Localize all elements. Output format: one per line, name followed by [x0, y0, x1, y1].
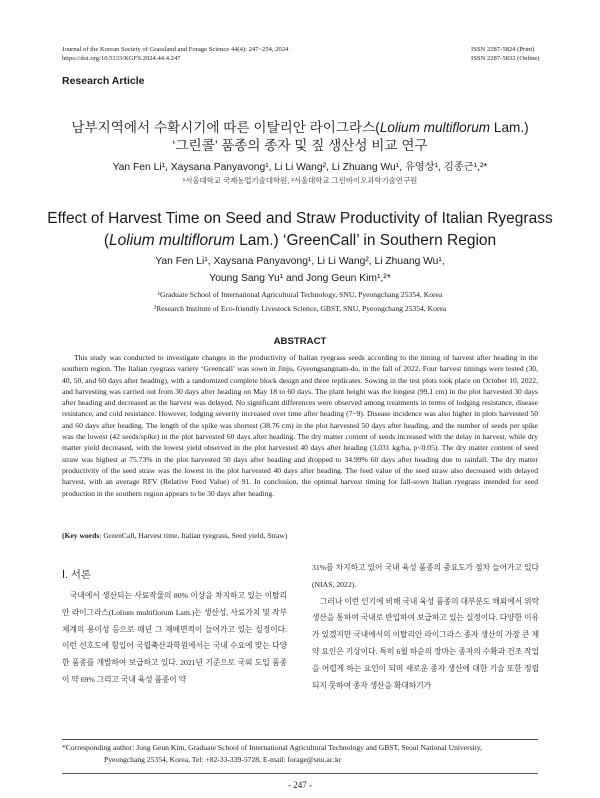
footnote-line1: *Corresponding author: Jong Geun Kim, Graduate School of International Agricultural Technology and GBST, Seoul National University,: [62, 743, 483, 752]
doi-link[interactable]: https://doi.org/10.5333/KGFS.2024.44.4.247: [62, 55, 181, 62]
english-title-paren: (: [103, 232, 110, 249]
english-authors-line2: Young Sang Yu¹ and Jong Geun Kim¹,²*: [209, 273, 391, 284]
korean-affiliations: ¹서울대학교 국제농업기술대학원, ²서울대학교 그린바이오과학기술연구원: [182, 176, 418, 185]
english-authors-line1: Yan Fen Li¹, Xaysana Panyavong¹, Li Li Wang², Li Zhuang Wu¹,: [155, 256, 445, 267]
korean-title-text: 남부지역에서 수확시기에 따른 이탈리안 라이그라스(: [71, 120, 380, 135]
section-heading-introduction: Ⅰ. 서론: [62, 570, 91, 581]
keywords: [62, 530, 538, 541]
footnote-line2: Pyeongchang 25354, Korea, Tel: +82-33-339-5728, E-mail: forage@snu.ac.kr: [104, 754, 342, 764]
article-type-label: Research Article: [62, 75, 145, 87]
abstract-heading: ABSTRACT: [273, 336, 327, 347]
journal-citation-line: Journal of the Korean Society of Grassland and Forage Science 44(4): 247~254, 2024: [62, 46, 289, 53]
korean-title-species: Lolium multiflorum: [379, 120, 491, 135]
english-affiliation-2: ²Research Institute of Eco-friendly Livestock Science, GBST, SNU, Pyeongchang 25354, Korea: [153, 304, 447, 313]
intro-left-column: 국내에서 생산되는 사료작물의 80% 이상을 차지하고 있는 이탈리안 라이그라스(Lolium multiflorum Lam.)는 생산성, 사료가치 및 작부체계의 용이성 등으로 매년 그 재배면적이 늘어가고 있는 실정이다. 이런 선호도에 힘입어 국립축산과학원에서는 국내 수요에 맞는 다양한 품종를 개발하여 보급하고 있다. 2021년 기준으로 국외 도입 품종이 약 69% 그리고 국내 육성 품종이 약: [62, 591, 287, 684]
page-number: - 247 -: [288, 780, 312, 790]
korean-title-line2: ‘그린콜’ 품종의 종자 및 짚 생산성 비교 연구: [172, 138, 428, 153]
english-affiliation-1: ¹Graduate School of International Agricultural Technology, SNU, Pyeongchang 25354, Korea: [157, 290, 443, 299]
english-title-species: Lolium multiflorum: [109, 232, 235, 249]
corresponding-author-note: [62, 742, 538, 765]
abstract-text: This study was conducted to investigate changes in the productivity of Italian ryegrass seeds according to the timing of harvest after heading in the southern region. The Italian ryegrass variety ‘Greencall’ was sown in Jinju, Gyeongsangnam-do, in the fall of 2022. Four harvest timings were tested (30, 40, 50, and 60 days after heading), with a randomized complete block design and three replicates. Sowing in the test plots took place on October 10, 2022, and harvesting was carried out from 30 days after heading on May 18 to 60 days. The plant height was the longest (99.1 cm) in the plot harvested 30 days after heading and decreased as the harvest was delayed. No significant differences were observed among treatments in terms of lodging resistance, disease resistance, and cold resistance. However, lodging severity increased over time after heading (7~9). Disease incidence was also higher in plots harvested 50 and 60 days after heading. The length of the spike was shortest (38.76 cm) in the plot harvested 50 days after heading, and the number of seeds per spike was the lowest (42 seeds/spike) in the plot harvested 60 days after heading. The dry matter content of seeds increased with the delay in harvest, while dry matter yield decreased, with the lowest yield observed in the plot harvested 40 days after heading (3,031 kg/ha, p<0.05). The dry matter content of seed straw was highest at 75.73% in the plot harvested 50 days after heading and dropped to 34.99% 60 days after heading due to rainfall. The dry matter productivity of the seed straw was the lowest in the plot harvested 40 days after heading. The feed value of the seed straw also decreased with delayed harvest, with an average RFV (Relative Feed Value) of 91. In conclusion, the optimal harvest timing for fall-sown Italian ryegrass intended for seed production in the southern region appears to be 30 days after heading.: [62, 353, 538, 498]
issn-print: ISSN 2287-5824 (Print): [471, 46, 535, 53]
keywords-label: (Key words: [62, 531, 100, 540]
footnote-rule-bottom: [62, 773, 538, 774]
journal-citation: [62, 45, 288, 63]
intro-right-column: [312, 560, 539, 694]
korean-title-text-end: Lam.): [490, 120, 529, 135]
english-title-text-end: Lam.) ‘GreenCall’ in Southern Region: [234, 232, 497, 249]
english-title-line2: [0, 230, 600, 251]
footnote-rule-top: [62, 739, 538, 740]
issn-block: [471, 45, 540, 63]
intro-right-paragraph-1: 31%를 차지하고 있어 국내 육성 품종의 중요도가 점차 늘어가고 있다 (NIAS, 2022).: [312, 563, 539, 589]
intro-right-paragraph-2: 그러나 이런 인기에 비해 국내 육성 품종의 대부분도 해외에서 위탁생산을 통하여 국내로 반입하여 보급하고 있는 실정이다. 다양한 이유가 있겠지만 국내에서의 이탈리안 라이그라스 종자 생산의 가장 큰 제약 요인은 기상이다. 특히 6월 하순의 장마는 종자의 수확과 건조 작업을 어렵게 하는 요인이 되며 새로운 종자 생산에 대한 기술 또한 정립되지 못하여 종자 생산을 확대하기가: [312, 596, 539, 690]
korean-authors: Yan Fen Li¹, Xaysana Panyavong¹, Li Li Wang², Li Zhuang Wu¹, 유영상¹, 김종근¹,²*: [112, 162, 488, 173]
english-title-line1: Effect of Harvest Time on Seed and Straw Productivity of Italian Ryegrass: [47, 210, 553, 227]
korean-title-line1: [0, 119, 600, 137]
issn-online: ISSN 2287-5832 (Online): [471, 55, 540, 62]
keywords-list: : GreenCall, Harvest time, Italian ryegrass, Seed yield, Straw): [99, 531, 288, 540]
